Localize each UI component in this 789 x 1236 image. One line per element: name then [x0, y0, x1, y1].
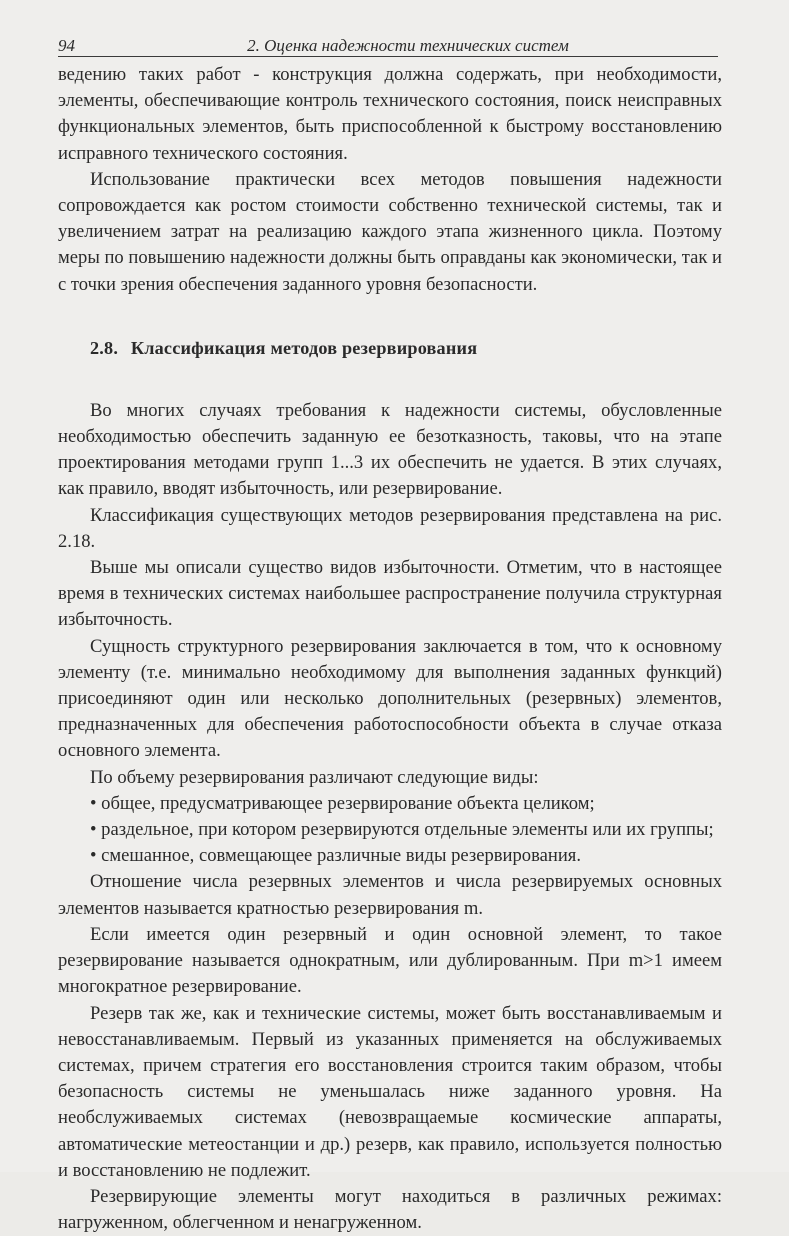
chapter-title: 2. Оценка надежности технических систем [247, 36, 569, 55]
list-item: • общее, предусматривающее резервирование объекта целиком; [90, 792, 595, 814]
paragraph: Выше мы описали существо видов избыточности. Отметим, что в настоящее время в технических системах наибольшее распространение получила структурная избыточность. [58, 557, 722, 631]
list-item: • раздельное, при котором резервируются отдельные элементы или их группы; [90, 819, 714, 841]
paragraph: Сущность структурного резервирования заключается в том, что к основному элементу (т.е. минимально необходимому для выполнения заданных функций) присоединяют один или несколько дополнительных (резервных) элементов, предназначенных для обеспечения работоспособности объекта в случае отказа основного элемента. [58, 635, 722, 762]
paragraph: Резерв так же, как и технические системы, может быть восстанавливаемым и невосстанавливаемым. Первый из указанных применяется на обслуживаемых системах, причем стратегия его восстановления строится таким образом, чтобы безопасность системы не уменьшалась ниже заданного уровня. На необслуживаемых системах (невозвращаемые космические аппараты, автоматические метеостанции и др.) резерв, как правило, используется полностью и восстановлению не подлежит. [58, 1002, 722, 1181]
paragraph: Использование практически всех методов повышения надежности сопровождается как ростом стоимости собственно технической системы, так и увеличением затрат на реализацию каждого этапа жизненного цикла. Поэтому меры по повышению надежности должны быть оправданы как экономически, так и с точки зрения обеспечения заданного уровня безопасности. [58, 168, 722, 295]
paragraph: По объему резервирования различают следующие виды: [90, 766, 539, 788]
running-head [58, 34, 718, 57]
section-title: Классификация методов резервирования [130, 337, 478, 358]
paragraph: Отношение числа резервных элементов и числа резервируемых основных элементов называется кратностью резервирования m. [58, 871, 722, 919]
section-number: 2.8. [90, 337, 119, 358]
section-heading [90, 337, 722, 359]
paragraph: Во многих случаях требования к надежности системы, обусловленные необходимостью обеспечить заданную ее безотказность, таковы, что на этапе проектирования методами групп 1...3 их обеспечить не удается. В этих случаях, как правило, вводят избыточность, или резервирование. [58, 399, 722, 500]
paragraph: ведению таких работ - конструкция должна содержать, при необходимости, элементы, обеспечивающие контроль технического состояния, поиск неисправных функциональных элементов, быть приспособленной к быстрому восстановлению исправного технического состояния. [58, 64, 722, 164]
paragraph: Если имеется один резервный и один основной элемент, то такое резервирование называется однократным, или дублированным. При m>1 имеем многократное резервирование. [58, 923, 722, 998]
paragraph: Классификация существующих методов резервирования представлена на рис. 2.18. [58, 504, 722, 552]
page-body [58, 62, 722, 1236]
page-number: 94 [58, 36, 75, 55]
list-item: • смешанное, совмещающее различные виды резервирования. [90, 845, 581, 867]
paragraph: Резервирующие элементы могут находиться в различных режимах: нагруженном, облегченном и ненагруженном. [58, 1185, 722, 1234]
